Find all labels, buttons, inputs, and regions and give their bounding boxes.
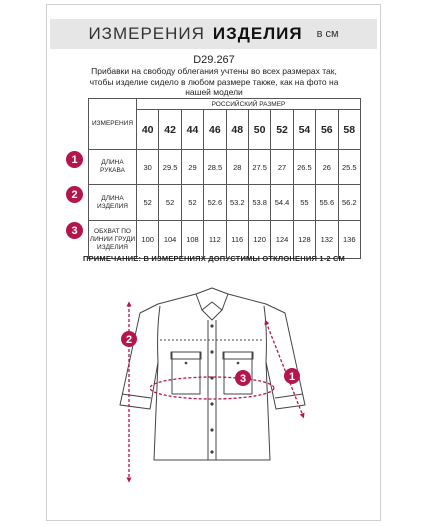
row-label: ДЛИНА РУКАВА [89, 150, 137, 185]
shirt-diagram [100, 280, 332, 512]
marker-1-icon [284, 368, 300, 384]
title-part-2: ИЗДЕЛИЯ [212, 24, 303, 43]
table-row-sleeve-length [89, 150, 361, 185]
tolerance-note: ПРИМЕЧАНИЕ: В ИЗМЕРЕНИЯХ ДОПУСТИМЫ ОТКЛОНЕНИЯ 1-2 СМ [82, 254, 346, 263]
value-cell: 104 [159, 221, 181, 259]
badge-2-icon: 2 [66, 186, 83, 203]
value-cell: 53.8 [248, 185, 270, 221]
value-cell: 124 [271, 221, 293, 259]
chest-measure-ellipse [150, 377, 274, 399]
value-cell: 26 [316, 150, 338, 185]
size-table [88, 98, 361, 259]
marker-2-icon [121, 331, 137, 347]
badge-1-icon: 1 [66, 151, 83, 168]
value-cell: 27 [271, 150, 293, 185]
title-part-1: ИЗМЕРЕНИЯ [88, 24, 205, 43]
value-cell: 136 [338, 221, 361, 259]
value-cell: 30 [137, 150, 159, 185]
value-cell: 54.4 [271, 185, 293, 221]
row-label: ОБХВАТ ПО ЛИНИИ ГРУДИ ИЗДЕЛИЯ [89, 221, 137, 259]
value-cell: 55.6 [316, 185, 338, 221]
row-label: ДЛИНА ИЗДЕЛИЯ [89, 185, 137, 221]
value-cell: 27.5 [248, 150, 270, 185]
svg-text:1: 1 [288, 371, 296, 383]
marker-3-icon [235, 370, 251, 386]
size-cell: 40 [137, 110, 159, 150]
value-cell: 29 [181, 150, 203, 185]
value-cell: 55 [293, 185, 315, 221]
value-cell: 28 [226, 150, 248, 185]
value-cell: 52 [159, 185, 181, 221]
svg-text:3: 3 [239, 373, 247, 385]
value-cell: 132 [316, 221, 338, 259]
table-row-garment-length [89, 185, 361, 221]
svg-text:2: 2 [125, 334, 133, 346]
value-cell: 108 [181, 221, 203, 259]
buttons-icon [185, 324, 240, 453]
size-group-header: РОССИЙСКИЙ РАЗМЕР [137, 99, 361, 110]
value-cell: 53.2 [226, 185, 248, 221]
title-unit: в см [316, 28, 339, 40]
size-cell: 54 [293, 110, 315, 150]
value-cell: 116 [226, 221, 248, 259]
value-cell: 112 [204, 221, 226, 259]
article-number: D29.267 [193, 54, 235, 66]
value-cell: 52 [181, 185, 203, 221]
value-cell: 128 [293, 221, 315, 259]
size-cell: 52 [271, 110, 293, 150]
value-cell: 52 [137, 185, 159, 221]
table-row-chest-girth [89, 221, 361, 259]
size-cell: 42 [159, 110, 181, 150]
size-cell: 50 [248, 110, 270, 150]
title-bar [50, 19, 377, 49]
value-cell: 25.5 [338, 150, 361, 185]
fit-note: Прибавки на свободу облегания учтены во всех размерах так, чтобы изделие сидело в любом размере также, как на фото на нашей модели [89, 66, 339, 97]
value-cell: 120 [248, 221, 270, 259]
value-cell: 26.5 [293, 150, 315, 185]
size-cell: 56 [316, 110, 338, 150]
size-cell: 58 [338, 110, 361, 150]
size-cell: 44 [181, 110, 203, 150]
value-cell: 56.2 [338, 185, 361, 221]
value-cell: 100 [137, 221, 159, 259]
value-cell: 29.5 [159, 150, 181, 185]
size-cell: 46 [204, 110, 226, 150]
shirt-outline-icon [120, 288, 305, 460]
size-cell: 48 [226, 110, 248, 150]
value-cell: 28.5 [204, 150, 226, 185]
measurement-header: ИЗМЕРЕНИЯ [89, 99, 137, 150]
badge-3-icon: 3 [66, 222, 83, 239]
value-cell: 52.6 [204, 185, 226, 221]
